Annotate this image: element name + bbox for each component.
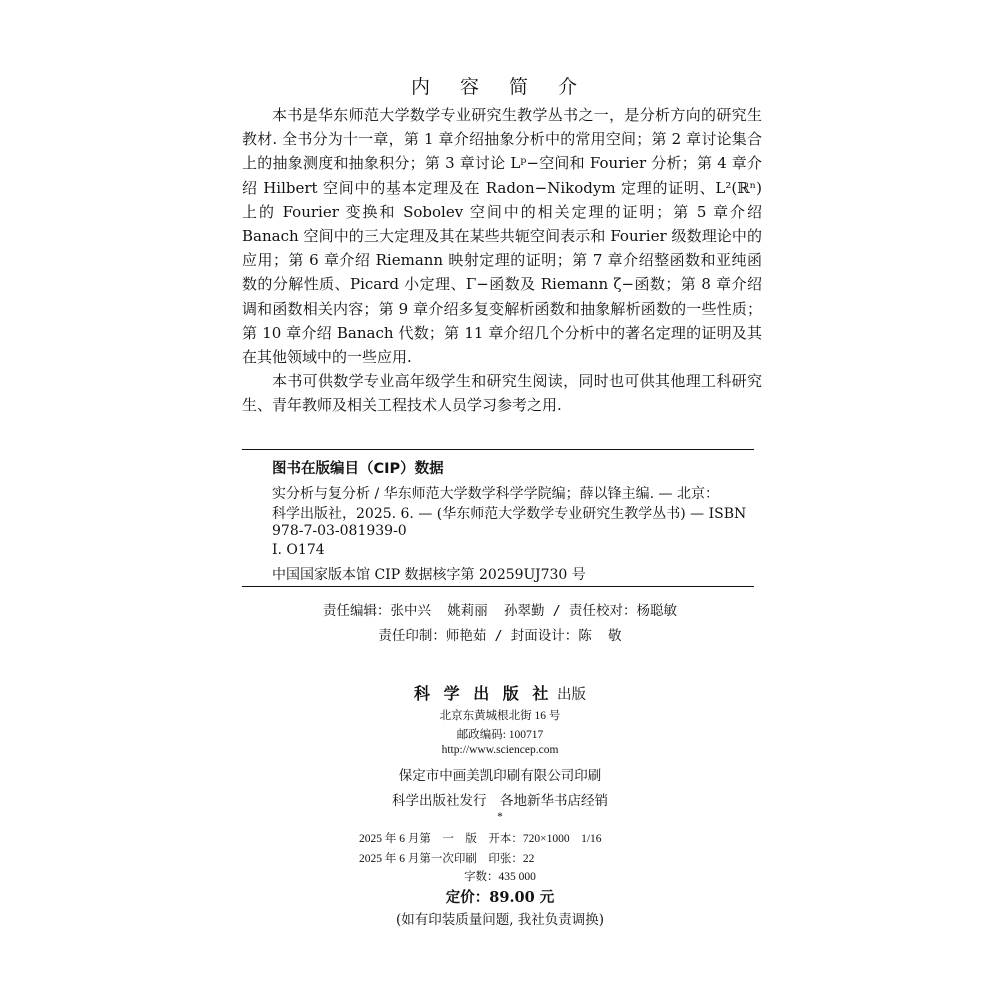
cip-line-3: 978-7-03-081939-0	[272, 523, 407, 539]
word-count: 字数：435 000	[464, 871, 536, 883]
publisher-line	[0, 681, 1000, 704]
cip-line-2: 科学出版社，2025. 6. — (华东师范大学数学专业研究生教学丛书) — ISBN	[272, 506, 747, 522]
quality-notice: (如有印装质量问题, 我社负责调换)	[395, 912, 605, 928]
cip-line-4: Ⅰ. O174	[272, 542, 325, 558]
cip-line-5: 中国国家版本馆 CIP 数据核字第 20259UJ730 号	[272, 567, 586, 583]
edition-line-1: 2025 年 6 月第 一 版 开本：720×1000 1/16	[359, 833, 602, 845]
publisher-suffix: 出版	[556, 687, 586, 703]
price-label: 定价：	[445, 889, 490, 906]
summary-paragraph-2: 本书可供数学专业高年级学生和研究生阅读，同时也可供其他理工科研究生、青年教师及相关工程技术人员学习参考之用.	[242, 372, 762, 415]
publisher-address: 北京东黄城根北街 16 号	[439, 710, 561, 722]
publisher-name: 科 学 出 版 社	[414, 684, 553, 703]
edition-line-2: 2025 年 6 月第一次印刷 印张：22	[359, 853, 535, 865]
cip-line-1: 实分析与复分析 / 华东师范大学数学科学学院编；薛以锋主编. — 北京：	[272, 486, 719, 502]
credits-production: 责任印制：师艳茹 / 封面设计：陈 敬	[378, 628, 622, 644]
price-line	[0, 886, 1000, 907]
cip-heading: 图书在版编目（CIP）数据	[272, 461, 444, 477]
printer-line: 保定市中画美凯印刷有限公司印刷	[398, 768, 602, 784]
credits-editors: 责任编辑：张中兴 姚莉丽 孙翠勤 / 责任校对：杨聪敏	[323, 603, 677, 619]
separator-star: *	[497, 811, 503, 823]
summary-text	[242, 103, 762, 418]
publisher-postcode: 邮政编码: 100717	[456, 729, 544, 741]
cip-bottom-divider	[242, 586, 754, 587]
page-title: 内 容 简 介	[410, 76, 590, 98]
publisher-url: http://www.sciencep.com	[441, 744, 559, 756]
price-value: 89.00 元	[489, 889, 555, 906]
summary-paragraph-1: 本书是华东师范大学数学专业研究生教学丛书之一，是分析方向的研究生教材. 全书分为十一章，第 1 章介绍抽象分析中的常用空间；第 2 章讨论集合上的抽象测度和抽象积分；第 3 章讨论 Lᵖ−空间和 Fourier 分析；第 4 章介绍 Hilbert 空间中的基本定理及在 Radon−Nikodym 定理的证明、L²(ℝⁿ) 上的 Fourier 变换和 Sobolev 空间中的相关定理的证明；第 5 章介绍 Banach 空间中的三大定理及其在某些共轭空间表示和 Fourier 级数理论中的应用；第 6 章介绍 Riemann 映射定理的证明；第 7 章介绍整函数和亚纯函数的分解性质、Picard 小定理、Γ−函数及 Riemann ζ−函数；第 8 章介绍调和函数相关内容；第 9 章介绍多复变解析函数和抽象解析函数的一些性质；第 10 章介绍 Banach 代数；第 11 章介绍几个分析中的著名定理的证明及其在其他领域中的一些应用.	[242, 106, 762, 367]
distribution-line: 科学出版社发行 各地新华书店经销	[392, 793, 608, 809]
cip-top-divider	[242, 449, 754, 450]
